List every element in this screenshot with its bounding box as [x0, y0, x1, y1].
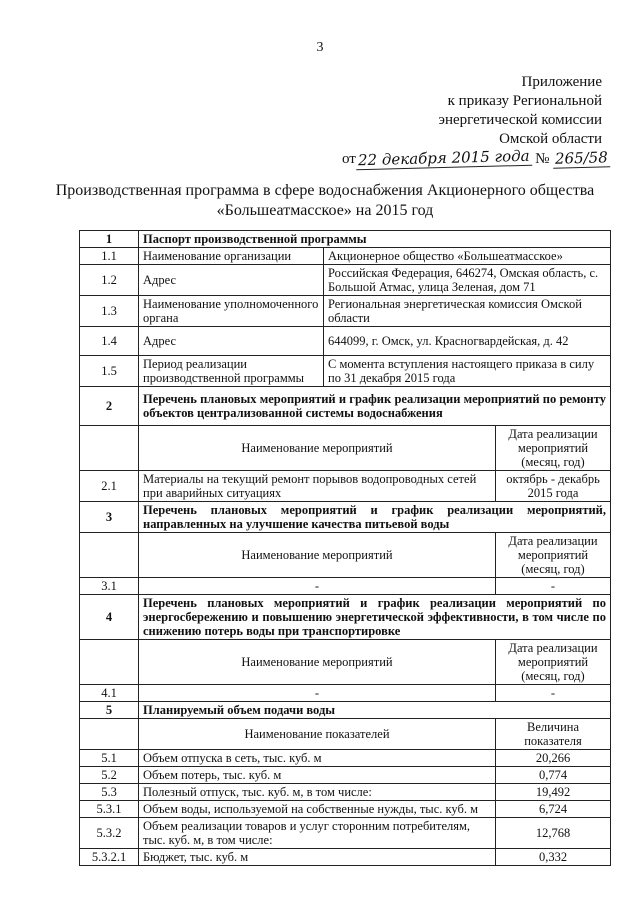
column-header-row: [80, 533, 611, 578]
column-header-date: Дата реализации мероприятий (месяц, год): [496, 640, 611, 685]
row-number: 1.2: [80, 265, 139, 296]
indicator-name: Бюджет, тыс. куб. м: [139, 849, 496, 866]
indicator-name: Объем потерь, тыс. куб. м: [139, 767, 496, 784]
row-number: 5.3.2.1: [80, 849, 139, 866]
empty-cell: [80, 426, 139, 471]
column-header-name: Наименование показателей: [139, 719, 496, 750]
indicator-row: [80, 750, 611, 767]
section-number: 5: [80, 702, 139, 719]
indicator-value: 0,332: [496, 849, 611, 866]
passport-value: Акционерное общество «Большеатмасское»: [324, 248, 611, 265]
column-header-name: Наименование мероприятий: [139, 640, 496, 685]
section-3-header-row: [80, 502, 611, 533]
passport-value: Региональная энергетическая комиссия Омской области: [324, 296, 611, 327]
row-number: 5.2: [80, 767, 139, 784]
title-line-1: Производственная программа в сфере водоснабжения Акционерного общества: [55, 182, 595, 199]
indicator-value: 20,266: [496, 750, 611, 767]
section-number: 1: [80, 231, 139, 248]
section-5-header-row: [80, 702, 611, 719]
page-number: 3: [316, 40, 324, 55]
order-date: 22 декабря 2015 года: [356, 147, 532, 171]
indicator-row: [80, 818, 611, 849]
empty-cell: [80, 640, 139, 685]
row-number: 1.1: [80, 248, 139, 265]
row-number: 3.1: [80, 578, 139, 595]
passport-row: [80, 327, 611, 356]
indicator-name: Объем воды, используемой на собственные нужды, тыс. куб. м: [139, 801, 496, 818]
indicator-name: Объем отпуска в сеть, тыс. куб. м: [139, 750, 496, 767]
column-header-date: Дата реализации мероприятий (месяц, год): [496, 533, 611, 578]
passport-value: Российская Федерация, 646274, Омская область, с. Большой Атмас, улица Зеленая, дом 71: [324, 265, 611, 296]
row-number: 5.1: [80, 750, 139, 767]
column-header-row: [80, 426, 611, 471]
indicator-row: [80, 767, 611, 784]
column-header-value: Величина показателя: [496, 719, 611, 750]
measure-date: -: [496, 578, 611, 595]
passport-value: С момента вступления настоящего приказа в силу по 31 декабря 2015 года: [324, 356, 611, 387]
measure-row: [80, 685, 611, 702]
row-number: 5.3.2: [80, 818, 139, 849]
indicator-value: 0,774: [496, 767, 611, 784]
measure-name: -: [139, 685, 496, 702]
indicator-row: [80, 849, 611, 866]
order-prefix: от: [341, 151, 356, 167]
section-1-header-row: [80, 231, 611, 248]
column-header-name: Наименование мероприятий: [139, 533, 496, 578]
section-title: Перечень плановых мероприятий и график реализации мероприятий, направленных на улучшение качества питьевой воды: [139, 502, 611, 533]
indicator-name: Объем реализации товаров и услуг сторонним потребителям, тыс. куб. м, в том числе:: [139, 818, 496, 849]
measure-row: [80, 471, 611, 502]
title-line-2: «Большеатмасское» на 2015 год: [216, 202, 434, 219]
appendix-line-2: к приказу Региональной: [447, 93, 602, 109]
row-number: 5.3.1: [80, 801, 139, 818]
indicator-name: Полезный отпуск, тыс. куб. м, в том числе:: [139, 784, 496, 801]
section-number: 2: [80, 387, 139, 426]
order-number: 265/58: [553, 148, 610, 168]
row-number: 1.5: [80, 356, 139, 387]
passport-value: 644099, г. Омск, ул. Красногвардейская, д. 42: [324, 327, 611, 356]
measure-name: Материалы на текущий ремонт порывов водопроводных сетей при аварийных ситуациях: [139, 471, 496, 502]
section-title: Перечень плановых мероприятий и график реализации мероприятий по энергосбережению и повышению энергетической эффективности, в том числе по снижению потерь воды при транспортировке: [139, 595, 611, 640]
section-title: Планируемый объем подачи воды: [139, 702, 611, 719]
passport-label: Адрес: [139, 327, 324, 356]
measure-date: -: [496, 685, 611, 702]
row-number: 5.3: [80, 784, 139, 801]
passport-row: [80, 265, 611, 296]
row-number: 1.3: [80, 296, 139, 327]
section-4-header-row: [80, 595, 611, 640]
section-2-header-row: [80, 387, 611, 426]
passport-row: [80, 296, 611, 327]
column-header-row: [80, 640, 611, 685]
order-number-label: №: [535, 151, 550, 167]
appendix-line-1: Приложение: [521, 74, 602, 90]
measure-row: [80, 578, 611, 595]
passport-label: Период реализации производственной программы: [139, 356, 324, 387]
section-title: Перечень плановых мероприятий и график реализации мероприятий по ремонту объектов централизованной системы водоснабжения: [139, 387, 611, 426]
indicator-value: 6,724: [496, 801, 611, 818]
empty-cell: [80, 533, 139, 578]
indicator-value: 19,492: [496, 784, 611, 801]
section-title: Паспорт производственной программы: [139, 231, 611, 248]
measure-name: -: [139, 578, 496, 595]
column-header-row: [80, 719, 611, 750]
indicator-row: [80, 801, 611, 818]
indicator-row: [80, 784, 611, 801]
passport-label: Наименование уполномоченного органа: [139, 296, 324, 327]
measure-date: октябрь - декабрь 2015 года: [496, 471, 611, 502]
column-header-date: Дата реализации мероприятий (месяц, год): [496, 426, 611, 471]
document-title: [40, 181, 610, 221]
row-number: 4.1: [80, 685, 139, 702]
column-header-name: Наименование мероприятий: [139, 426, 496, 471]
passport-row: [80, 356, 611, 387]
passport-row: [80, 248, 611, 265]
empty-cell: [80, 719, 139, 750]
production-program-table: [79, 230, 611, 866]
appendix-block: [439, 73, 602, 149]
passport-label: Наименование организации: [139, 248, 324, 265]
appendix-line-4: Омской области: [499, 131, 602, 147]
section-number: 3: [80, 502, 139, 533]
section-number: 4: [80, 595, 139, 640]
row-number: 1.4: [80, 327, 139, 356]
indicator-value: 12,768: [496, 818, 611, 849]
row-number: 2.1: [80, 471, 139, 502]
order-reference: [341, 146, 610, 170]
appendix-line-3: энергетической комиссии: [438, 112, 602, 128]
passport-label: Адрес: [139, 265, 324, 296]
